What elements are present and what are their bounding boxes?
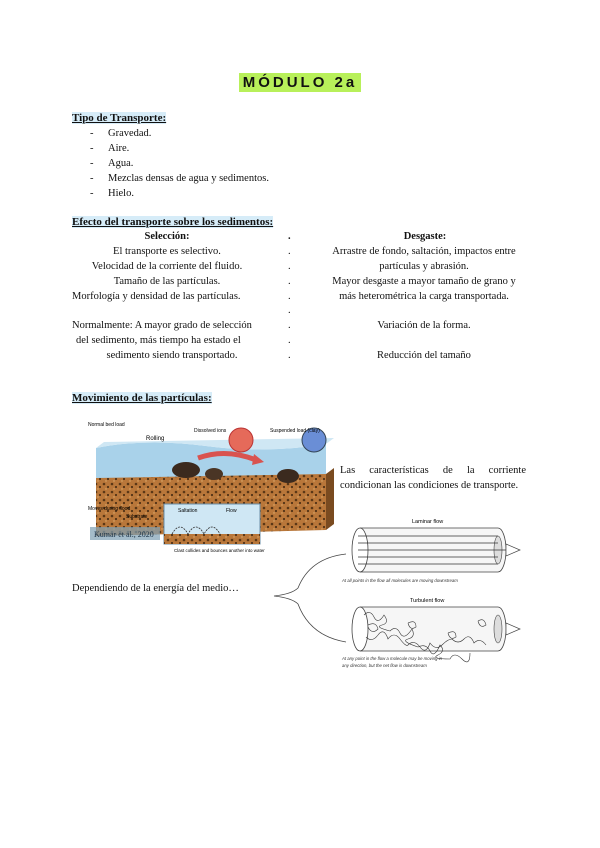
selection-line: Morfología y densidad de las partículas. (72, 291, 241, 302)
separator: . (288, 305, 291, 316)
title-text: MÓDULO 2a (239, 73, 362, 92)
list-item: - Mezclas densas de agua y sedimentos. (90, 173, 269, 184)
saltation-bed (164, 534, 260, 544)
separator: . (288, 350, 291, 361)
turbulent-caption: At any point in the flow a molecule may be moving in (342, 656, 443, 661)
selection-header: Selección: (144, 231, 190, 242)
wear-header: Desgaste: (403, 231, 447, 242)
list-item: - Gravedad. (90, 128, 152, 139)
sediment-side (326, 468, 334, 530)
selection-line: del sedimento, más tiempo ha estado el (76, 335, 241, 346)
diagram-label: Moves during flood (88, 506, 131, 512)
brace-line (274, 554, 346, 642)
separator: . (288, 231, 291, 242)
separator: . (288, 276, 291, 287)
list-item: - Hielo. (90, 188, 134, 199)
flow-arrow-icon (506, 623, 520, 635)
tube-outlet (494, 615, 502, 643)
wear-line: Arrastre de fondo, saltación, impactos entre (332, 246, 516, 257)
list-item: - Agua. (90, 158, 134, 169)
turbulent-title: Turbulent flow (410, 598, 445, 604)
diagram-label: Clast collides and bounces another into water (174, 548, 265, 553)
wear-line: partículas y abrasión. (379, 261, 469, 272)
diagram-label: Flow (226, 508, 237, 514)
selection-line: Tamaño de las partículas. (113, 276, 221, 287)
laminar-caption: At all points in the flow all molecules are moving downstream (342, 578, 458, 583)
selection-line: Normalmente: A mayor grado de selección (72, 320, 252, 331)
diagram-label: Saltation (178, 508, 198, 514)
movement-heading: Movimiento de las partículas: (72, 392, 212, 404)
separator: . (288, 320, 291, 331)
turbulent-caption: any direction, but the net flow is downstream (342, 663, 427, 668)
wear-line: más heterométrica la carga transportada. (339, 291, 509, 302)
laminar-flow-diagram (338, 514, 528, 588)
page-title (0, 74, 600, 92)
diagram-label: Dissolved ions (194, 428, 227, 434)
wear-line: Reducción del tamaño (377, 350, 471, 361)
credit-text: Kumar et al., 2020 (94, 530, 154, 539)
diagram-label: Rolling (146, 436, 165, 442)
boulder (277, 469, 299, 483)
laminar-title: Laminar flow (412, 519, 444, 525)
dissolved-ions-icon (229, 428, 253, 452)
transport-heading: Tipo de Transporte: (72, 112, 167, 124)
turbulent-flow-diagram (338, 593, 528, 673)
effect-heading: Efecto del transporte sobre los sedimentos: (72, 216, 274, 228)
sediment-transport-diagram (86, 418, 336, 558)
diagram-label: Normal bed load (88, 422, 125, 428)
boulder (205, 468, 223, 480)
diagram-label: Suspended load (clay) (270, 428, 320, 434)
selection-line: Velocidad de la corriente del fluido. (91, 261, 243, 272)
tube-body (360, 607, 506, 651)
separator: . (288, 246, 291, 257)
boulder (172, 462, 200, 478)
separator: . (288, 261, 291, 272)
characteristics-text: Las características de la corriente condicionan las condiciones de transporte. (340, 465, 526, 491)
separator: . (288, 291, 291, 302)
list-item: - Aire. (90, 143, 130, 154)
separator: . (288, 335, 291, 346)
diagram-label: Substrate (126, 514, 148, 520)
selection-line: sedimento siendo transportado. (106, 350, 238, 361)
wear-line: Variación de la forma. (377, 320, 471, 331)
wear-line: Mayor desgaste a mayor tamaño de grano y (332, 276, 516, 287)
selection-line: El transporte es selectivo. (113, 246, 221, 257)
flow-arrow-icon (506, 544, 520, 556)
energy-text: Dependiendo de la energía del medio… (72, 583, 239, 594)
